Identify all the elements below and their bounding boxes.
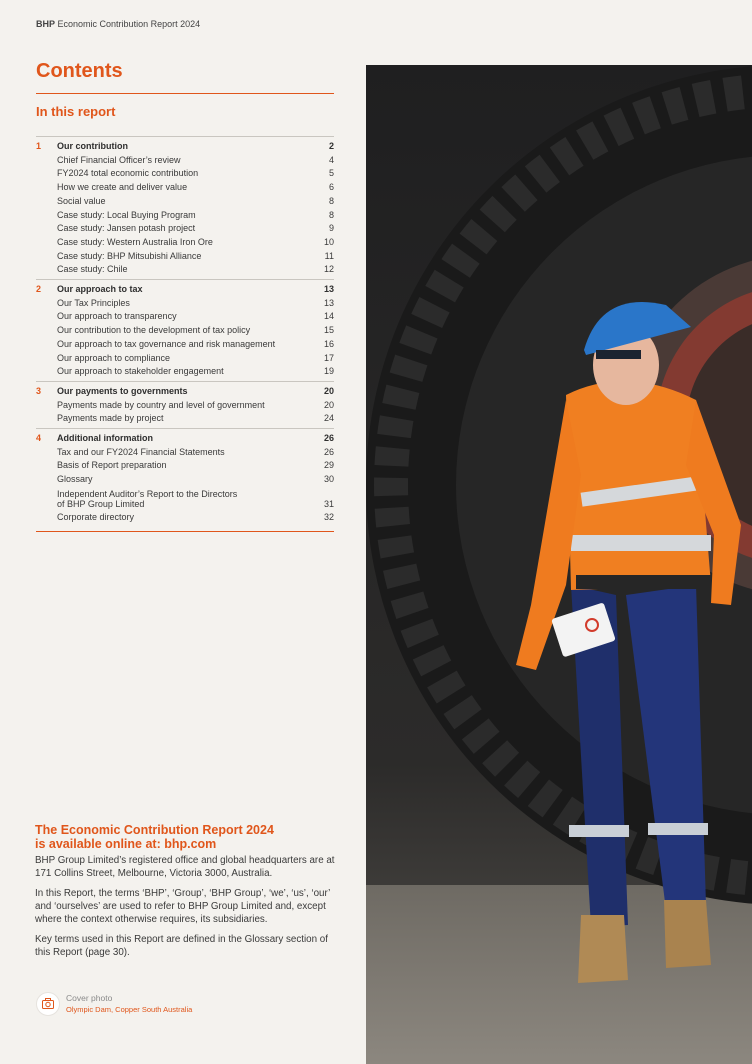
toc-section-1 bbox=[36, 136, 334, 279]
toc-entry[interactable] bbox=[57, 167, 334, 181]
toc-page-number: 13 bbox=[323, 284, 334, 295]
toc-page-number: 10 bbox=[323, 236, 334, 247]
toc-entry-label: How we create and deliver value bbox=[57, 182, 188, 193]
toc-entry-label: Our approach to stakeholder engagement bbox=[57, 366, 224, 377]
section-heading: In this report bbox=[36, 104, 116, 119]
toc-page-number: 11 bbox=[324, 250, 334, 261]
toc-page-number: 29 bbox=[323, 460, 334, 471]
header-brand: BHP bbox=[36, 19, 56, 29]
title-divider bbox=[36, 93, 334, 94]
toc-entry-label: Corporate directory bbox=[57, 511, 135, 522]
toc-page-number: 9 bbox=[328, 223, 334, 234]
toc-section-heading[interactable] bbox=[57, 385, 334, 399]
office-paragraph: BHP Group Limited’s registered office and global headquarters are at 171 Collins Street, Melbourne, Victoria 3000, Australia. bbox=[35, 855, 335, 879]
toc-section-number: 3 bbox=[36, 385, 42, 396]
toc-entry-label: Case study: Western Australia Iron Ore bbox=[57, 236, 213, 247]
toc-entry[interactable] bbox=[57, 352, 334, 366]
toc-section-title: Our approach to tax bbox=[57, 284, 143, 295]
toc-entry-label: Payments made by country and level of government bbox=[57, 399, 265, 410]
toc-page-number: 13 bbox=[323, 297, 334, 308]
toc-section-heading[interactable] bbox=[57, 140, 334, 154]
toc-entry-label: Social value bbox=[57, 195, 106, 206]
toc-page-number: 16 bbox=[323, 338, 334, 349]
toc-entry[interactable] bbox=[57, 181, 334, 195]
toc-entry[interactable] bbox=[57, 487, 334, 511]
toc-entry-label: Case study: Jansen potash project bbox=[57, 223, 196, 234]
toc-section-title: Our payments to governments bbox=[57, 385, 188, 396]
toc-section-heading[interactable] bbox=[57, 283, 334, 297]
toc-section-number: 4 bbox=[36, 433, 42, 444]
cover-photograph bbox=[366, 65, 752, 1064]
toc-entry-label: Our approach to tax governance and risk management bbox=[57, 338, 276, 349]
toc-entry-label: Our approach to transparency bbox=[57, 311, 177, 322]
toc-entry[interactable] bbox=[57, 250, 334, 264]
toc-entry-label: Glossary bbox=[57, 474, 93, 485]
toc-entry-label: Case study: BHP Mitsubishi Alliance bbox=[57, 250, 202, 261]
toc-page-number: 19 bbox=[323, 366, 334, 377]
toc-section-number: 1 bbox=[36, 141, 42, 151]
toc-entry[interactable] bbox=[57, 446, 334, 460]
toc-entry-label: Basis of Report preparation bbox=[57, 460, 167, 471]
toc-entry[interactable] bbox=[57, 236, 334, 250]
toc-entry-label: Chief Financial Officer’s review bbox=[57, 154, 181, 165]
toc-entry[interactable] bbox=[57, 338, 334, 352]
toc-entry-label: Tax and our FY2024 Financial Statements bbox=[57, 446, 225, 457]
toc-page-number: 2 bbox=[328, 141, 334, 151]
toc-entry-label: Our Tax Principles bbox=[57, 297, 130, 308]
page-header bbox=[36, 19, 200, 29]
toc-entry[interactable] bbox=[57, 310, 334, 324]
online-line-2[interactable]: is available online at: bhp.com bbox=[35, 837, 217, 851]
terms-paragraph: In this Report, the terms ‘BHP’, ‘Group’, ‘BHP Group’, ‘we’, ‘us’, ‘our’ and ‘ourselves’ are used to refer to BHP Group Limited and, except where the context otherwise requires, its subsidiaries. bbox=[35, 888, 330, 925]
toc-section-3 bbox=[36, 381, 334, 428]
toc-entry[interactable] bbox=[57, 365, 334, 379]
toc-entry[interactable] bbox=[57, 209, 334, 223]
toc-entry[interactable] bbox=[57, 263, 334, 277]
camera-icon bbox=[36, 992, 60, 1016]
toc-entry-label: Case study: Chile bbox=[57, 264, 128, 275]
toc-page-number: 26 bbox=[323, 446, 334, 457]
online-availability bbox=[35, 823, 335, 851]
toc-entry[interactable] bbox=[57, 399, 334, 413]
toc-entry[interactable] bbox=[57, 297, 334, 311]
toc-entry[interactable] bbox=[57, 222, 334, 236]
toc-page-number: 20 bbox=[323, 399, 334, 410]
toc-section-title: Our contribution bbox=[57, 141, 128, 151]
toc-page-number: 26 bbox=[323, 433, 334, 444]
toc-page-number: 24 bbox=[323, 413, 334, 424]
toc-section-2 bbox=[36, 279, 334, 381]
toc-page-number: 14 bbox=[323, 311, 334, 322]
toc-page-number: 8 bbox=[328, 209, 334, 220]
toc-page-number: 17 bbox=[323, 352, 334, 363]
toc-entry[interactable] bbox=[57, 473, 334, 487]
toc-section-number: 2 bbox=[36, 284, 42, 295]
toc-entry-label: Our contribution to the development of tax policy bbox=[57, 325, 251, 336]
toc-page-number: 5 bbox=[328, 168, 334, 179]
cover-photo-title: Cover photo bbox=[66, 993, 113, 1003]
toc-page-number: 12 bbox=[323, 264, 334, 275]
glossary-paragraph: Key terms used in this Report are defined in the Glossary section of this Report (page 30). bbox=[35, 934, 328, 958]
toc-entry-label: Case study: Local Buying Program bbox=[57, 209, 196, 220]
toc-page-number: 31 bbox=[323, 499, 334, 510]
toc-section-title: Additional information bbox=[57, 433, 153, 444]
table-of-contents bbox=[36, 136, 334, 532]
page-title: Contents bbox=[36, 60, 123, 82]
toc-entry-label: Payments made by project bbox=[57, 413, 164, 424]
toc-entry-label: FY2024 total economic contribution bbox=[57, 168, 199, 179]
toc-section-heading[interactable] bbox=[57, 432, 334, 446]
toc-page-number: 30 bbox=[323, 474, 334, 485]
toc-entry[interactable] bbox=[57, 511, 334, 525]
toc-entry[interactable] bbox=[57, 195, 334, 209]
toc-entry[interactable] bbox=[57, 459, 334, 473]
toc-page-number: 32 bbox=[323, 511, 334, 522]
toc-entry[interactable] bbox=[57, 412, 334, 426]
toc-page-number: 15 bbox=[323, 325, 334, 336]
toc-section-4 bbox=[36, 428, 334, 527]
cover-photo-location: Olympic Dam, Copper South Australia bbox=[66, 1005, 193, 1014]
toc-entry-label: Our approach to compliance bbox=[57, 352, 171, 363]
header-title: Economic Contribution Report 2024 bbox=[57, 19, 201, 29]
toc-entry-label: Independent Auditor’s Report to the Directors of BHP Group Limited bbox=[57, 488, 238, 510]
toc-entry[interactable] bbox=[57, 154, 334, 168]
toc-page-number: 8 bbox=[328, 195, 334, 206]
toc-page-number: 4 bbox=[328, 154, 334, 165]
toc-page-number: 20 bbox=[323, 385, 334, 396]
toc-page-number: 6 bbox=[328, 182, 334, 193]
online-line-1: The Economic Contribution Report 2024 bbox=[35, 823, 274, 837]
toc-entry[interactable] bbox=[57, 324, 334, 338]
toc-bottom-rule bbox=[36, 531, 334, 532]
